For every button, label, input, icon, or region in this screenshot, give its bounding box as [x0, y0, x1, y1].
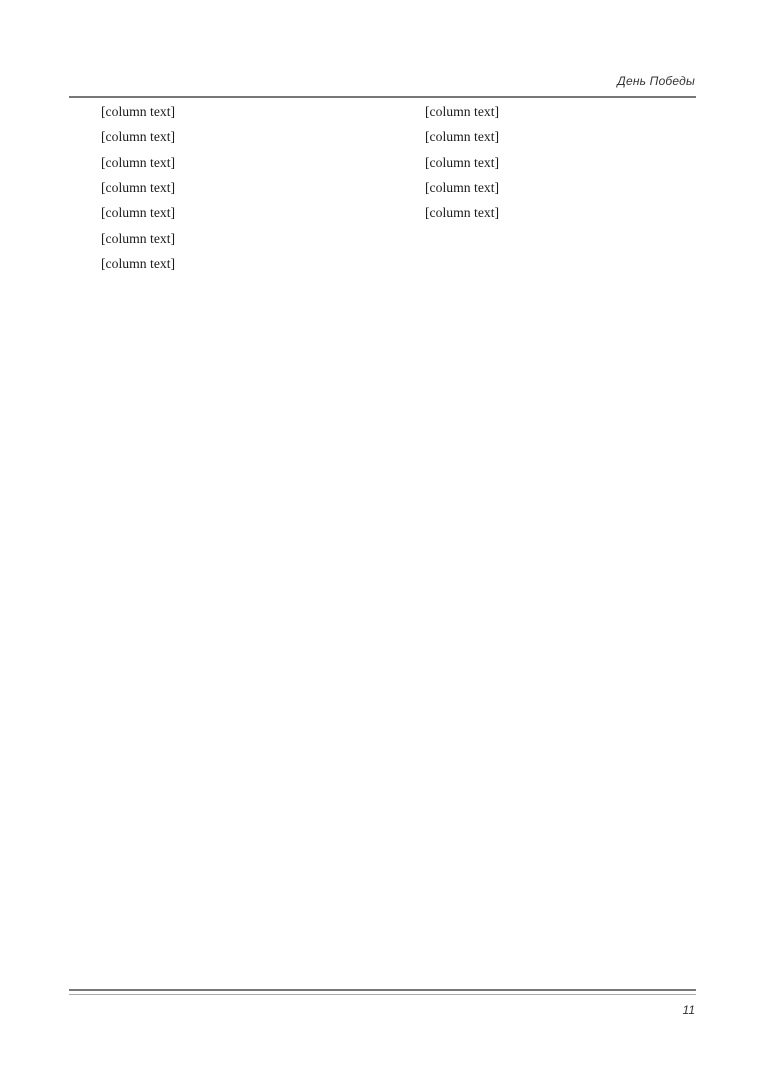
paragraph: [column text] [101, 205, 176, 221]
paragraph: [column text] [425, 205, 500, 221]
paragraph: [column text] [101, 180, 176, 196]
header-rule [69, 96, 696, 98]
paragraph: [column text] [101, 129, 176, 145]
paragraph: [column text] [425, 154, 500, 170]
paragraph: [column text] [101, 256, 176, 272]
paragraph: [column text] [101, 154, 176, 170]
footer-rule-thin [69, 994, 696, 995]
paragraph: [column text] [425, 180, 500, 196]
paragraph: [column text] [101, 104, 176, 119]
paragraph: [column text] [425, 129, 500, 145]
article-column-right [397, 103, 697, 975]
paragraph: [column text] [425, 104, 500, 119]
article-column-left [73, 103, 373, 975]
page-number: 11 [682, 1003, 695, 1017]
running-header: День Победы [617, 74, 695, 88]
paragraph: [column text] [101, 230, 176, 246]
footer-rule [69, 989, 696, 991]
